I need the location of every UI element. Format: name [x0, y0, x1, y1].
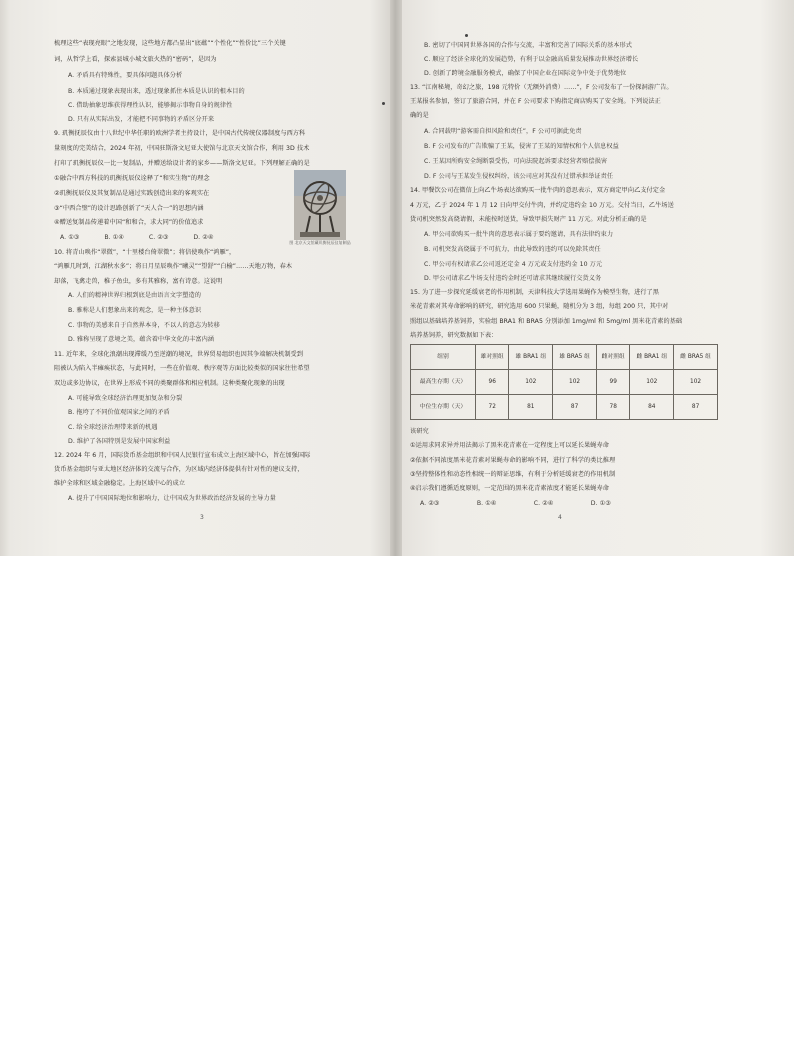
statement-4: ④赠送复制品传递着中国“和和合，求大同”的价值追求 — [54, 219, 204, 226]
table-header: 组别 — [411, 345, 476, 370]
option-c: C. 事物的美感来自于自然界本身，不以人的意志为转移 — [68, 322, 220, 329]
scan-mark — [382, 102, 385, 105]
option-c: C. 给全球经济治理带来新的机遇 — [68, 424, 158, 431]
option-b: B. 雅称是人们想象出来的观念，是一种主体意识 — [68, 307, 202, 314]
option-c: C. 顺应了经济全球化的发展趋势，有利于以金融高质量发展推动世界经济增长 — [424, 56, 639, 63]
armillary-sphere-image — [294, 170, 346, 240]
text-line: 词，从哲学上看，探索县城小城文旅火热的“密码”，是因为 — [54, 56, 217, 63]
option-a: A. 甲公司欲购买一批牛肉的意思表示属于要约邀请，具有法律约束力 — [424, 231, 614, 238]
option-d: D. F 公司与王某发生侵权纠纷，该公司应对其没有过错承担举证责任 — [424, 173, 614, 180]
question-10: 10. 将青山唤作“翠微”，“十里楼台倚翠微”；将信使唤作“鸿雁”， — [54, 249, 236, 256]
option-a: A. 矛盾具有特殊性，要具体问题具体分析 — [68, 72, 183, 79]
statement-2: ②玑衡抚辰仪及其复制品是通过实践创造出来的客观实在 — [54, 190, 210, 197]
option-c: C. 甲公司有权请求乙公司返还定金 4 万元或支付违约金 10 万元 — [424, 261, 603, 268]
option-d: D. 只有从实际出发，才能把不同事物的矛盾区分开来 — [68, 116, 215, 123]
table-cell: 最高生存期（天） — [411, 370, 476, 395]
table-row — [411, 395, 718, 420]
option-a: A. 合同载明“游客需自担风险和责任”，F 公司可据此免责 — [424, 128, 582, 135]
option-c: C. 王某因所购安全绳断裂受伤，可向法院起诉要求经营者赔偿损害 — [424, 158, 608, 165]
option-a: A. 人们的精神世界归根到底是由语言文字塑造的 — [68, 292, 201, 299]
text-line: 王某报名参加，签订了旅游合同，并在 F 公司要求下购指定商店购买了安全绳。下列说法正 — [410, 98, 661, 105]
option-b: B. 密切了中国同世界各国的合作与交流，丰富和完善了国际关系的基本形式 — [424, 42, 632, 49]
text-line: 双边或多边协议，在世界上形成不同的类聚群体和相应机制。这种类聚化现象的出现 — [54, 380, 285, 387]
text-line: 维护全球和区域金融稳定。上海区域中心的成立 — [54, 480, 185, 487]
book-gutter — [390, 0, 402, 556]
question-15: 15. 为了进一步探究延缓衰老的作用机制，天津科技大学选用果蝇作为模型生物，进行了黑 — [410, 289, 660, 296]
text-line: 照组以基础培养基饲养，实验组 BRA1 和 BRA5 分别添加 1mg/ml 和 5mg/ml 黑米花青素的基础 — [410, 318, 683, 325]
text-line: 该研究 — [410, 428, 429, 435]
text-line: 4 万元，乙于 2024 年 1 月 12 日向甲交付牛肉，并约定违约金 10 万元。交付当日，乙牛场送 — [410, 202, 674, 209]
table-header: 雌 BRA5 组 — [674, 345, 718, 370]
text-line: 阻被认为陷入半瘫痪状态，与此同时，一些在价值观、秩序观等方面比较类似的国家往往希望 — [54, 365, 310, 372]
statement-1: ①融合中西方科技的玑衡抚辰仪诠释了“和实生物”的理念 — [54, 175, 210, 182]
text-line: 培养基饲养，研究数据如下表： — [410, 332, 498, 339]
table-header: 雄 BRA5 组 — [553, 345, 597, 370]
scan-mark — [465, 34, 468, 37]
table-cell: 87 — [674, 395, 718, 420]
option-d: D. 维护了各国特别是发展中国家利益 — [68, 438, 171, 445]
answer-options: A. ②③ B. ①④ C. ②④ D. ①③ — [420, 500, 611, 507]
text-line: 梳理这些“表现亮眼”之地发现，这些地方都凸显出“底蕴”“个性化”“性价比”三个关键 — [54, 40, 286, 47]
question-12: 12. 2024 年 6 月，国际货币基金组织和中国人民银行宣布成立上海区域中心，旨在加强国际 — [54, 452, 311, 459]
statement-3: ③坚持整体性和动态性相统一的辩证思维，有利于分析延缓衰老的作用机制 — [410, 471, 616, 478]
table-header: 雄 BRA1 组 — [509, 345, 553, 370]
text-line: 货币基金组织与亚太地区经济体的交流与合作，为区域内经济体提供有针对性的建议支持， — [54, 466, 304, 473]
option-b: B. 拖垮了不同价值观国家之间的矛盾 — [68, 409, 170, 416]
text-line: 量刻度的完美结合，2024 年初，中国驻斯洛文尼亚大使馆与北京天文馆合作，利用 3D 技术 — [54, 145, 310, 152]
table-cell: 中位生存期（天） — [411, 395, 476, 420]
option-c: C. 借助抽象思维获得理性认识，能够揭示事物自身的规律性 — [68, 102, 233, 109]
figure-caption: 图 北京天文馆藏玑衡抚辰仪复制品 — [289, 240, 351, 245]
option-a: A. 可能导致全球经济治理更加复杂和分裂 — [68, 395, 183, 402]
lifespan-table — [410, 344, 718, 420]
option-b: B. 司机突发高烧属于不可抗力，由此导致的违约可以免除其责任 — [424, 246, 601, 253]
text-line: 确的是 — [410, 112, 429, 119]
table-cell: 102 — [674, 370, 718, 395]
table-header: 雄对照组 — [476, 345, 509, 370]
table-cell: 96 — [476, 370, 509, 395]
table-header: 雌 BRA1 组 — [630, 345, 674, 370]
table-cell: 102 — [509, 370, 553, 395]
option-d: D. 创新了跨境金融服务模式，确保了中国企业在国际竞争中处于优势地位 — [424, 70, 627, 77]
table-cell: 99 — [596, 370, 629, 395]
statement-2: ②依据不同浓度黑米花青素对果蝇寿命的影响不同，进行了科学的类比推理 — [410, 457, 616, 464]
option-b: B. F 公司发布的广告欺骗了王某，侵害了王某的知情权和个人信息权益 — [424, 143, 619, 150]
text-line: 货司机突然发高烧请假，未能按时送货，导致甲损失财产 11 万元。对此分析正确的是 — [410, 216, 647, 223]
text-line: 打印了玑衡抚辰仪一比一复制品，并赠送给设计者的家乡——斯洛文尼亚。下列理解正确的是 — [54, 160, 310, 167]
table-cell: 72 — [476, 395, 509, 420]
statement-1: ①运用求同求异并用法揭示了黑米花青素在一定程度上可以延长果蝇寿命 — [410, 442, 609, 449]
text-line: 却落，飞禽走兽，稚子鱼虫，多有其雅称，富有诗意。这说明 — [54, 278, 223, 285]
table-row — [411, 370, 718, 395]
text-line: 米花青素对其寿命影响的研究，研究选用 600 只果蝇，随机分为 3 组，每组 200 只，其中对 — [410, 303, 669, 310]
table-cell: 78 — [596, 395, 629, 420]
option-a: A. 提升了中国国际地位和影响力，让中国成为世界政治经济发展的主导力量 — [68, 495, 276, 502]
table-cell: 81 — [509, 395, 553, 420]
option-d: D. 雅称呈现了意境之美，蕴含着中华文化的丰富内涵 — [68, 336, 215, 343]
page-number: 3 — [200, 514, 204, 521]
table-header-row — [411, 345, 718, 370]
table-cell: 102 — [630, 370, 674, 395]
table-cell: 102 — [553, 370, 597, 395]
text-line: “鸿雁几时到，江湖秋水多”；将日月星辰唤作“曦灵”“望舒”“白榆”……天地万物，春木 — [54, 263, 293, 270]
question-13: 13. “江南秘境，奇幻之旅，198 元特价（无额外消费）……”，F 公司发布了一份探洞游广告。 — [410, 84, 673, 91]
statement-4: ④启示我们遵循适度原则，一定范围的黑米花青素浓度才能延长果蝇寿命 — [410, 485, 609, 492]
question-11: 11. 近年来，全球化浪潮出现滞缓乃至逆潮的境况，世界贸易组织也因其争端解决机制受到 — [54, 351, 304, 358]
table-header: 雌对照组 — [596, 345, 629, 370]
page-number: 4 — [558, 514, 562, 521]
option-d: D. 甲公司请求乙牛场支付违约金时还可请求其继续履行交货义务 — [424, 275, 602, 282]
answer-options: A. ①③ B. ①④ C. ②③ D. ②④ — [60, 234, 214, 241]
table-cell: 84 — [630, 395, 674, 420]
question-14: 14. 甲餐饮公司在微信上向乙牛场表达欲购买一批牛肉的意思表示，双方商定甲向乙支付定金 — [410, 187, 666, 194]
question-9: 9. 玑衡抚辰仪由十八世纪中华任职的欧洲学者主持设计，是中国古代传统仪器制度与西方科 — [54, 130, 306, 137]
option-b: B. 本质通过现象表现出来，透过现象抓住本质是认识的根本目的 — [68, 88, 245, 95]
table-cell: 87 — [553, 395, 597, 420]
statement-3: ③“中西合璧”的设计思路创新了“天人合一”的思想内涵 — [54, 205, 204, 212]
